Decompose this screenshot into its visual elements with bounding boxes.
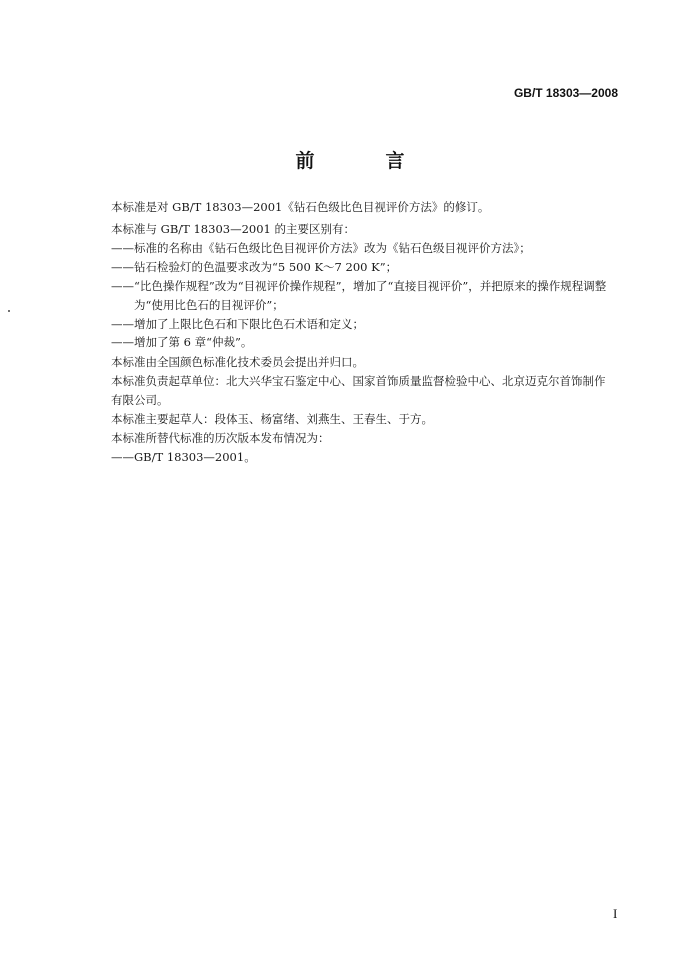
paragraph-line: 本标准负责起草单位：北大兴华宝石鉴定中心、国家首饰质量监督检验中心、北京迈克尔首饰制作	[111, 374, 606, 388]
list-item: ——钻石检验灯的色温要求改为“5 500 K～7 200 K”；	[111, 260, 398, 274]
paragraph-continuation: 有限公司。	[111, 393, 169, 407]
standard-code: GB/T 18303—2008	[513, 86, 618, 100]
list-item: ——“比色操作规程”改为“目视评价操作规程”，增加了“直接目视评价”，并把原来的操作规程调整	[111, 279, 607, 293]
list-item-continuation: 为“使用比色石的目视评价”；	[134, 298, 284, 312]
paragraph-line: 本标准所替代标准的历次版本发布情况为：	[111, 431, 330, 445]
list-item: ——增加了第 6 章“仲裁”。	[111, 335, 253, 349]
list-item: ——标准的名称由《钻石色级比色目视评价方法》改为《钻石色级目视评价方法》；	[111, 241, 531, 255]
page-number: I	[613, 906, 618, 921]
list-item: ——增加了上限比色石和下限比色石术语和定义；	[111, 317, 364, 331]
paragraph-line: 本标准主要起草人：段体玉、杨富绪、刘燕生、王春生、于方。	[111, 412, 433, 426]
paragraph-line: 本标准与 GB/T 18303—2001 的主要区别有：	[111, 222, 355, 236]
paragraph-line: 本标准由全国颜色标准化技术委员会提出并归口。	[111, 355, 364, 369]
page-title: 前 言	[295, 150, 431, 172]
list-item: ——GB/T 18303—2001。	[111, 450, 256, 464]
paragraph-line: 本标准是对 GB/T 18303—2001《钻石色级比色目视评价方法》的修订。	[111, 200, 490, 214]
margin-mark	[8, 310, 10, 312]
